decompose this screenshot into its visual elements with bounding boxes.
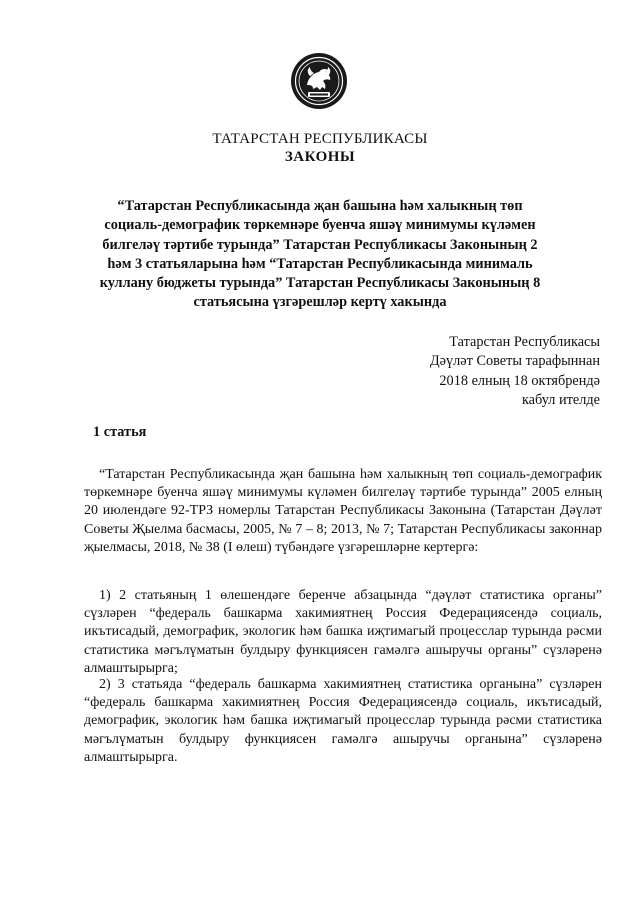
- law-label: ЗАКОНЫ: [284, 149, 356, 165]
- emblem-icon: [290, 52, 348, 110]
- article-paragraph: “Татарстан Республикасында җан башына һәм халыкның төп социаль-демографик төркемнәре буенча яшәү минимумы күләмен билгеләү тәртибе турында” 2005 елның 20 июлендәге 92-ТРЗ номерлы Татарстан Республикасы Законына (Татарстан Дәүләт Советы Җыелма басмасы, 2005, № 7 – 8; 2013, № 7; Татарстан Республикасы законнар җыелмасы, 2018, № 38 (I өлеш) түбәндәге үзгәрешләрне кертергә:: [84, 467, 602, 555]
- article-paragraph: 1) 2 статьяның 1 өлешендәге беренче абзацында “дәүләт статистика органы” сүзләрен “федераль башкарма хакимиятнең Россия Федерациясендә социаль, икътисадый, демографик, экологик һәм башка иҗтимагый процесслар турында рәсми статистика мәгълүматын булдыру функциясен гамәлгә ашыручы органы” сүзләренә алмаштырырга;: [84, 588, 602, 676]
- adoption-line: 2018 елның 18 октябрендә: [439, 372, 600, 389]
- adoption-line: Татарстан Республикасы: [449, 334, 600, 350]
- adoption-line: кабул ителде: [521, 392, 600, 409]
- law-name: “Татарстан Республикасында җан башына һәм халыкның төп социаль-демографик төркемнәре буенча яшәү минимумы күләмен билгеләү тәртибе турында” Татарстан Республикасы Законының 2 һәм 3 статьяларына һәм “Татарстан Республикасында минималь куллану бюджеты турында” Татарстан Республикасы Законының 8 статьясына үзгәрешләр кертү хакында: [99, 198, 541, 311]
- republic-title: ТАТАРСТАН РЕСПУБЛИКАСЫ: [212, 131, 428, 147]
- article-heading: 1 статья: [93, 424, 147, 440]
- adoption-line: Дәүләт Советы тарафыннан: [429, 353, 600, 370]
- adoption-block: [340, 333, 600, 411]
- article-paragraph: 2) 3 статьяда “федераль башкарма хакимиятнең статистика органына” сүзләрен “федераль башкарма хакимиятнең Россия Федерациясендә социаль, икътисадый, демографик, экологик һәм башка иҗтимагый процесслар турында рәсми статистика мәгълүматын булдыру функциясен гамәлгә ашыручы органына” сүзләренә алмаштырырга.: [84, 677, 602, 765]
